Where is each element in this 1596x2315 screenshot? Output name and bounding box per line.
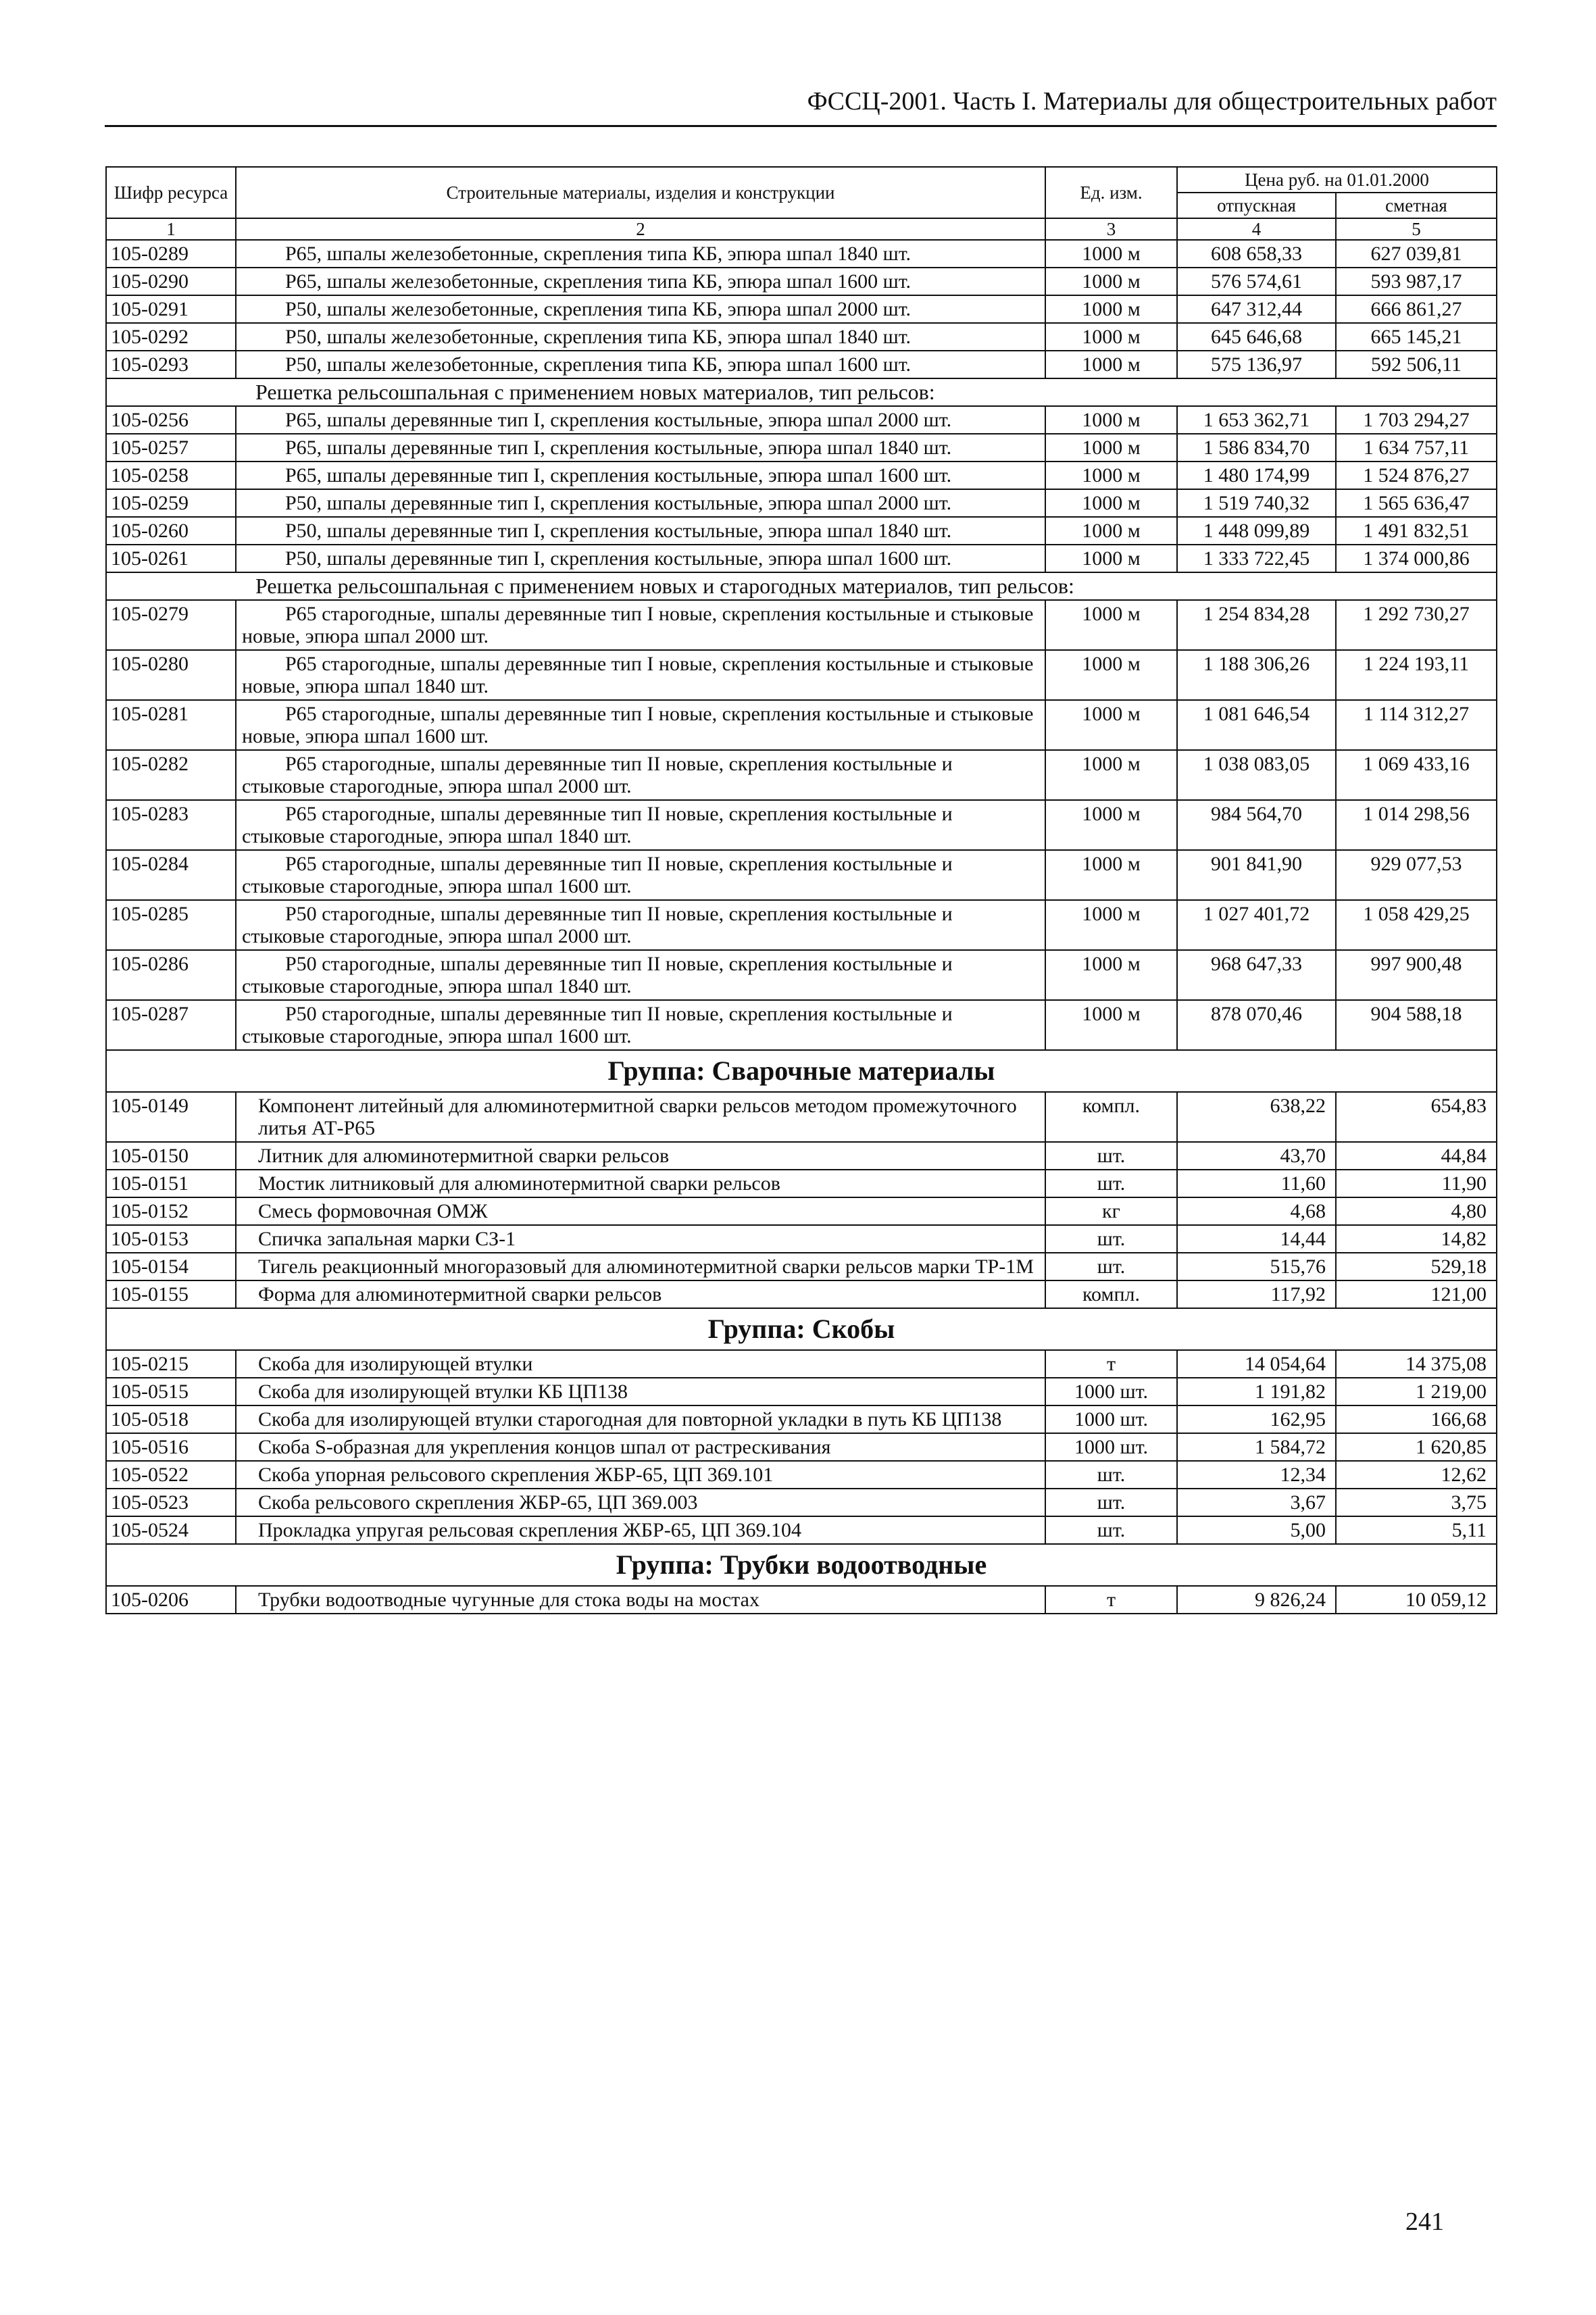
column-numbers-row — [106, 218, 1497, 240]
resource-code: 105-0151 — [106, 1170, 236, 1197]
resource-code: 105-0257 — [106, 434, 236, 462]
table-row — [106, 351, 1497, 378]
resource-code: 105-0287 — [106, 1000, 236, 1050]
item-unit: 1000 м — [1045, 351, 1177, 378]
header-code: Шифр ресурса — [106, 167, 236, 218]
estimate-price: 666 861,27 — [1336, 295, 1497, 323]
resource-code: 105-0286 — [106, 950, 236, 1000]
item-unit: шт. — [1045, 1253, 1177, 1280]
release-price: 14 054,64 — [1177, 1350, 1336, 1378]
item-unit: шт. — [1045, 1461, 1177, 1489]
table-row — [106, 434, 1497, 462]
item-description: Р65 старогодные, шпалы деревянные тип I новые, скрепления костыльные и стыковые новые, эпюра шпал 2000 шт. — [236, 600, 1045, 650]
page-number: 241 — [1405, 2208, 1444, 2236]
column-number: 5 — [1336, 218, 1497, 240]
item-unit: 1000 м — [1045, 517, 1177, 545]
release-price: 515,76 — [1177, 1253, 1336, 1280]
item-description: Р50, шпалы деревянные тип I, скрепления костыльные, эпюра шпал 2000 шт. — [236, 489, 1045, 517]
table-row — [106, 240, 1497, 268]
item-description: Р65, шпалы деревянные тип I, скрепления костыльные, эпюра шпал 1600 шт. — [236, 462, 1045, 489]
estimate-price: 904 588,18 — [1336, 1000, 1497, 1050]
resource-code: 105-0260 — [106, 517, 236, 545]
release-price: 1 027 401,72 — [1177, 900, 1336, 950]
item-description: Р65, шпалы деревянные тип I, скрепления костыльные, эпюра шпал 1840 шт. — [236, 434, 1045, 462]
estimate-price: 665 145,21 — [1336, 323, 1497, 351]
estimate-price: 166,68 — [1336, 1405, 1497, 1433]
release-price: 608 658,33 — [1177, 240, 1336, 268]
estimate-price: 592 506,11 — [1336, 351, 1497, 378]
release-price: 968 647,33 — [1177, 950, 1336, 1000]
release-price: 1 480 174,99 — [1177, 462, 1336, 489]
release-price: 162,95 — [1177, 1405, 1336, 1433]
resource-code: 105-0289 — [106, 240, 236, 268]
subsection-row — [106, 572, 1497, 600]
table-row — [106, 295, 1497, 323]
item-unit: 1000 м — [1045, 295, 1177, 323]
resource-code: 105-0258 — [106, 462, 236, 489]
estimate-price: 1 703 294,27 — [1336, 406, 1497, 434]
resource-code: 105-0149 — [106, 1092, 236, 1142]
table-row — [106, 1516, 1497, 1544]
header-name: Строительные материалы, изделия и конструкции — [236, 167, 1045, 218]
estimate-price: 1 224 193,11 — [1336, 650, 1497, 700]
item-description: Мостик литниковый для алюминотермитной сварки рельсов — [236, 1170, 1045, 1197]
item-unit: 1000 м — [1045, 850, 1177, 900]
column-number: 4 — [1177, 218, 1336, 240]
item-unit: 1000 м — [1045, 240, 1177, 268]
item-description: Трубки водоотводные чугунные для стока воды на мостах — [236, 1586, 1045, 1614]
item-unit: 1000 м — [1045, 900, 1177, 950]
section-rows6 — [106, 1586, 1497, 1614]
section-rows1 — [106, 240, 1497, 378]
release-price: 117,92 — [1177, 1280, 1336, 1308]
item-description: Скоба для изолирующей втулки КБ ЦП138 — [236, 1378, 1045, 1405]
group-row — [106, 1050, 1497, 1092]
release-price: 645 646,68 — [1177, 323, 1336, 351]
item-unit: компл. — [1045, 1280, 1177, 1308]
table-row — [106, 1280, 1497, 1308]
estimate-price: 3,75 — [1336, 1489, 1497, 1516]
estimate-price: 1 491 832,51 — [1336, 517, 1497, 545]
table-row — [106, 462, 1497, 489]
table-row — [106, 1253, 1497, 1280]
estimate-price: 1 014 298,56 — [1336, 800, 1497, 850]
item-description: Тигель реакционный многоразовый для алюминотермитной сварки рельсов марки ТР-1М — [236, 1253, 1045, 1280]
table-header-row — [106, 167, 1497, 193]
item-description: Р50, шпалы деревянные тип I, скрепления костыльные, эпюра шпал 1840 шт. — [236, 517, 1045, 545]
subsection-row — [106, 378, 1497, 406]
section-rows3 — [106, 600, 1497, 1050]
item-description: Р50 старогодные, шпалы деревянные тип II новые, скрепления костыльные и стыковые старогодные, эпюра шпал 1840 шт. — [236, 950, 1045, 1000]
estimate-price: 1 114 312,27 — [1336, 700, 1497, 750]
estimate-price: 4,80 — [1336, 1197, 1497, 1225]
item-unit: 1000 м — [1045, 323, 1177, 351]
release-price: 984 564,70 — [1177, 800, 1336, 850]
release-price: 1 254 834,28 — [1177, 600, 1336, 650]
estimate-price: 997 900,48 — [1336, 950, 1497, 1000]
estimate-price: 1 565 636,47 — [1336, 489, 1497, 517]
estimate-price: 593 987,17 — [1336, 268, 1497, 295]
estimate-price: 1 292 730,27 — [1336, 600, 1497, 650]
group-title: Группа: Сварочные материалы — [106, 1050, 1497, 1092]
item-description: Р50, шпалы деревянные тип I, скрепления костыльные, эпюра шпал 1600 шт. — [236, 545, 1045, 572]
item-unit: 1000 м — [1045, 489, 1177, 517]
price-table — [105, 166, 1497, 1614]
release-price: 14,44 — [1177, 1225, 1336, 1253]
table-row — [106, 1000, 1497, 1050]
resource-code: 105-0284 — [106, 850, 236, 900]
resource-code: 105-0524 — [106, 1516, 236, 1544]
table-row — [106, 517, 1497, 545]
table-row — [106, 268, 1497, 295]
header-rule — [105, 125, 1497, 127]
table-row — [106, 950, 1497, 1000]
item-description: Скоба рельсового скрепления ЖБР-65, ЦП 369.003 — [236, 1489, 1045, 1516]
group-title: Группа: Скобы — [106, 1308, 1497, 1350]
table-row — [106, 850, 1497, 900]
estimate-price: 11,90 — [1336, 1170, 1497, 1197]
item-unit: 1000 шт. — [1045, 1433, 1177, 1461]
release-price: 575 136,97 — [1177, 351, 1336, 378]
table-row — [106, 800, 1497, 850]
estimate-price: 1 524 876,27 — [1336, 462, 1497, 489]
estimate-price: 1 058 429,25 — [1336, 900, 1497, 950]
resource-code: 105-0518 — [106, 1405, 236, 1433]
resource-code: 105-0290 — [106, 268, 236, 295]
release-price: 1 448 099,89 — [1177, 517, 1336, 545]
group-row — [106, 1308, 1497, 1350]
release-price: 1 586 834,70 — [1177, 434, 1336, 462]
item-description: Р50, шпалы железобетонные, скрепления типа КБ, эпюра шпал 1840 шт. — [236, 323, 1045, 351]
resource-code: 105-0206 — [106, 1586, 236, 1614]
release-price: 4,68 — [1177, 1197, 1336, 1225]
table-row — [106, 545, 1497, 572]
release-price: 1 038 083,05 — [1177, 750, 1336, 800]
table-row — [106, 700, 1497, 750]
item-description: Скоба S-образная для укрепления концов шпал от растрескивания — [236, 1433, 1045, 1461]
item-description: Р50 старогодные, шпалы деревянные тип II новые, скрепления костыльные и стыковые старогодные, эпюра шпал 2000 шт. — [236, 900, 1045, 950]
item-unit: 1000 м — [1045, 1000, 1177, 1050]
item-unit: шт. — [1045, 1516, 1177, 1544]
item-description: Р65 старогодные, шпалы деревянные тип II новые, скрепления костыльные и стыковые старогодные, эпюра шпал 1600 шт. — [236, 850, 1045, 900]
estimate-price: 14 375,08 — [1336, 1350, 1497, 1378]
page-header-title: ФССЦ-2001. Часть I. Материалы для общестроительных работ — [807, 87, 1497, 116]
item-description: Р65 старогодные, шпалы деревянные тип I новые, скрепления костыльные и стыковые новые, эпюра шпал 1840 шт. — [236, 650, 1045, 700]
item-unit: шт. — [1045, 1170, 1177, 1197]
table-row — [106, 750, 1497, 800]
release-price: 878 070,46 — [1177, 1000, 1336, 1050]
item-description: Р65 старогодные, шпалы деревянные тип I новые, скрепления костыльные и стыковые новые, эпюра шпал 1600 шт. — [236, 700, 1045, 750]
estimate-price: 929 077,53 — [1336, 850, 1497, 900]
table-row — [106, 650, 1497, 700]
resource-code: 105-0155 — [106, 1280, 236, 1308]
resource-code: 105-0523 — [106, 1489, 236, 1516]
release-price: 638,22 — [1177, 1092, 1336, 1142]
subsection-title: Решетка рельсошпальная с применением новых и старогодных материалов, тип рельсов: — [106, 572, 1497, 600]
item-unit: 1000 м — [1045, 700, 1177, 750]
item-description: Форма для алюминотермитной сварки рельсов — [236, 1280, 1045, 1308]
item-unit: т — [1045, 1586, 1177, 1614]
table-row — [106, 1350, 1497, 1378]
resource-code: 105-0279 — [106, 600, 236, 650]
header-unit: Ед. изм. — [1045, 167, 1177, 218]
item-description: Р50, шпалы железобетонные, скрепления типа КБ, эпюра шпал 1600 шт. — [236, 351, 1045, 378]
section-rows4 — [106, 1092, 1497, 1308]
estimate-price: 1 620,85 — [1336, 1433, 1497, 1461]
release-price: 9 826,24 — [1177, 1586, 1336, 1614]
column-number: 2 — [236, 218, 1045, 240]
resource-code: 105-0293 — [106, 351, 236, 378]
item-description: Компонент литейный для алюминотермитной сварки рельсов методом промежуточного литья АТ-Р65 — [236, 1092, 1045, 1142]
item-unit: 1000 м — [1045, 650, 1177, 700]
item-unit: шт. — [1045, 1489, 1177, 1516]
release-price: 1 081 646,54 — [1177, 700, 1336, 750]
table-row — [106, 600, 1497, 650]
table-row — [106, 1433, 1497, 1461]
table-row — [106, 1197, 1497, 1225]
item-description: Скоба для изолирующей втулки старогодная для повторной укладки в путь КБ ЦП138 — [236, 1405, 1045, 1433]
release-price: 576 574,61 — [1177, 268, 1336, 295]
table-row — [106, 406, 1497, 434]
item-unit: шт. — [1045, 1225, 1177, 1253]
item-description: Р65, шпалы железобетонные, скрепления типа КБ, эпюра шпал 1600 шт. — [236, 268, 1045, 295]
table-row — [106, 323, 1497, 351]
item-unit: 1000 м — [1045, 462, 1177, 489]
estimate-price: 14,82 — [1336, 1225, 1497, 1253]
header-price: Цена руб. на 01.01.2000 — [1177, 167, 1497, 193]
item-description: Р50 старогодные, шпалы деревянные тип II новые, скрепления костыльные и стыковые старогодные, эпюра шпал 1600 шт. — [236, 1000, 1045, 1050]
estimate-price: 1 069 433,16 — [1336, 750, 1497, 800]
table-row — [106, 1405, 1497, 1433]
release-price: 1 188 306,26 — [1177, 650, 1336, 700]
estimate-price: 10 059,12 — [1336, 1586, 1497, 1614]
resource-code: 105-0153 — [106, 1225, 236, 1253]
item-description: Скоба упорная рельсового скрепления ЖБР-65, ЦП 369.101 — [236, 1461, 1045, 1489]
item-unit: 1000 м — [1045, 600, 1177, 650]
item-unit: 1000 м — [1045, 406, 1177, 434]
estimate-price: 654,83 — [1336, 1092, 1497, 1142]
resource-code: 105-0283 — [106, 800, 236, 850]
resource-code: 105-0215 — [106, 1350, 236, 1378]
item-description: Р65, шпалы железобетонные, скрепления типа КБ, эпюра шпал 1840 шт. — [236, 240, 1045, 268]
item-unit: 1000 м — [1045, 268, 1177, 295]
item-description: Р50, шпалы железобетонные, скрепления типа КБ, эпюра шпал 2000 шт. — [236, 295, 1045, 323]
table-row — [106, 1489, 1497, 1516]
estimate-price: 1 219,00 — [1336, 1378, 1497, 1405]
release-price: 43,70 — [1177, 1142, 1336, 1170]
header-estimate: сметная — [1336, 193, 1497, 218]
estimate-price: 44,84 — [1336, 1142, 1497, 1170]
item-unit: шт. — [1045, 1142, 1177, 1170]
estimate-price: 5,11 — [1336, 1516, 1497, 1544]
item-description: Прокладка упругая рельсовая скрепления ЖБР-65, ЦП 369.104 — [236, 1516, 1045, 1544]
item-unit: т — [1045, 1350, 1177, 1378]
table-row — [106, 900, 1497, 950]
resource-code: 105-0150 — [106, 1142, 236, 1170]
release-price: 11,60 — [1177, 1170, 1336, 1197]
item-description: Смесь формовочная ОМЖ — [236, 1197, 1045, 1225]
release-price: 1 191,82 — [1177, 1378, 1336, 1405]
header-release: отпускная — [1177, 193, 1336, 218]
table-row — [106, 489, 1497, 517]
item-unit: 1000 шт. — [1045, 1378, 1177, 1405]
estimate-price: 627 039,81 — [1336, 240, 1497, 268]
group-row — [106, 1544, 1497, 1586]
table-row — [106, 1378, 1497, 1405]
release-price: 5,00 — [1177, 1516, 1336, 1544]
estimate-price: 1 374 000,86 — [1336, 545, 1497, 572]
item-unit: 1000 м — [1045, 545, 1177, 572]
resource-code: 105-0285 — [106, 900, 236, 950]
resource-code: 105-0259 — [106, 489, 236, 517]
item-description: Р65 старогодные, шпалы деревянные тип II новые, скрепления костыльные и стыковые старогодные, эпюра шпал 1840 шт. — [236, 800, 1045, 850]
release-price: 647 312,44 — [1177, 295, 1336, 323]
table-row — [106, 1586, 1497, 1614]
column-number: 1 — [106, 218, 236, 240]
estimate-price: 1 634 757,11 — [1336, 434, 1497, 462]
estimate-price: 121,00 — [1336, 1280, 1497, 1308]
item-description: Литник для алюминотермитной сварки рельсов — [236, 1142, 1045, 1170]
resource-code: 105-0515 — [106, 1378, 236, 1405]
resource-code: 105-0522 — [106, 1461, 236, 1489]
table-row — [106, 1142, 1497, 1170]
group-title: Группа: Трубки водоотводные — [106, 1544, 1497, 1586]
table-row — [106, 1225, 1497, 1253]
release-price: 901 841,90 — [1177, 850, 1336, 900]
resource-code: 105-0281 — [106, 700, 236, 750]
table-row — [106, 1170, 1497, 1197]
release-price: 1 653 362,71 — [1177, 406, 1336, 434]
resource-code: 105-0152 — [106, 1197, 236, 1225]
release-price: 12,34 — [1177, 1461, 1336, 1489]
release-price: 1 519 740,32 — [1177, 489, 1336, 517]
release-price: 3,67 — [1177, 1489, 1336, 1516]
item-unit: 1000 шт. — [1045, 1405, 1177, 1433]
table-row — [106, 1092, 1497, 1142]
table-row — [106, 1461, 1497, 1489]
resource-code: 105-0261 — [106, 545, 236, 572]
resource-code: 105-0280 — [106, 650, 236, 700]
release-price: 1 584,72 — [1177, 1433, 1336, 1461]
release-price: 1 333 722,45 — [1177, 545, 1336, 572]
item-description: Скоба для изолирующей втулки — [236, 1350, 1045, 1378]
resource-code: 105-0516 — [106, 1433, 236, 1461]
resource-code: 105-0292 — [106, 323, 236, 351]
subsection-title: Решетка рельсошпальная с применением новых материалов, тип рельсов: — [106, 378, 1497, 406]
item-unit: 1000 м — [1045, 434, 1177, 462]
item-unit: кг — [1045, 1197, 1177, 1225]
item-description: Р65, шпалы деревянные тип I, скрепления костыльные, эпюра шпал 2000 шт. — [236, 406, 1045, 434]
section-rows5 — [106, 1350, 1497, 1544]
item-unit: 1000 м — [1045, 950, 1177, 1000]
item-description: Спичка запальная марки СЗ-1 — [236, 1225, 1045, 1253]
resource-code: 105-0282 — [106, 750, 236, 800]
item-unit: 1000 м — [1045, 800, 1177, 850]
estimate-price: 12,62 — [1336, 1461, 1497, 1489]
resource-code: 105-0291 — [106, 295, 236, 323]
item-unit: 1000 м — [1045, 750, 1177, 800]
estimate-price: 529,18 — [1336, 1253, 1497, 1280]
column-number: 3 — [1045, 218, 1177, 240]
section-rows2 — [106, 406, 1497, 572]
resource-code: 105-0256 — [106, 406, 236, 434]
item-unit: компл. — [1045, 1092, 1177, 1142]
resource-code: 105-0154 — [106, 1253, 236, 1280]
item-description: Р65 старогодные, шпалы деревянные тип II новые, скрепления костыльные и стыковые старогодные, эпюра шпал 2000 шт. — [236, 750, 1045, 800]
